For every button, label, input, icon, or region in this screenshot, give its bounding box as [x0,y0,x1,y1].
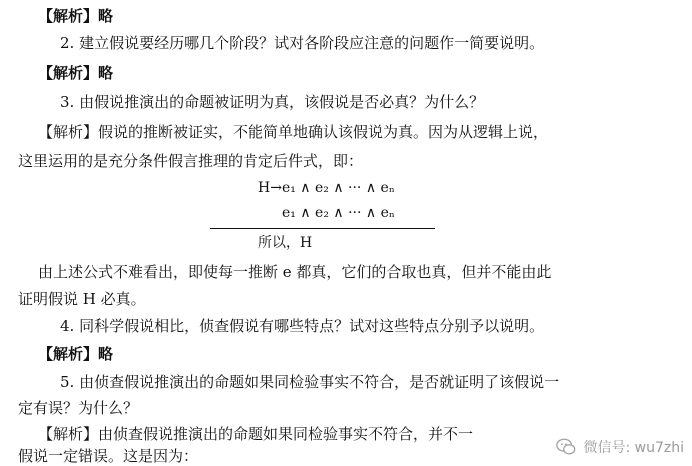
watermark [555,436,684,458]
watermark-text: 微信号: wu7zhi [583,440,684,456]
answer-label-1: 【解析】略 [38,7,114,25]
answer-3-line-2: 这里运用的是充分条件假言推理的肯定后件式，即： [18,152,364,170]
answer-5-line-2: 假说一定错误。这是因为： [18,447,199,465]
answer-label-2: 【解析】略 [38,64,114,82]
formula-premise-1: H→e₁ ∧ e₂ ∧ ··· ∧ eₙ [258,180,395,196]
formula-premise-2: e₁ ∧ e₂ ∧ ··· ∧ eₙ [282,205,395,221]
explanation-line-2: 证明假说 H 必真。 [18,290,146,308]
answer-label-4: 【解析】略 [38,345,114,363]
formula-rule [210,228,435,229]
question-5-line-1: 5. 由侦查假说推演出的命题如果同检验事实不符合，是否就证明了该假说一 [60,373,560,391]
question-4: 4. 同科学假说相比，侦查假说有哪些特点？试对这些特点分别予以说明。 [60,317,545,335]
question-3: 3. 由假说推演出的命题被证明为真，该假说是否必真？为什么？ [60,93,485,111]
question-5-line-2: 定有误？为什么？ [18,399,139,417]
explanation-line-1: 由上述公式不难看出，即使每一推断 e 都真，它们的合取也真，但并不能由此 [38,263,552,281]
answer-3-line-1: 【解析】假说的推断被证实，不能简单地确认该假说为真。因为从逻辑上说， [38,123,549,141]
formula-conclusion: 所以，H [258,235,313,251]
wechat-icon [555,436,577,458]
question-2: 2. 建立假说要经历哪几个阶段？试对各阶段应注意的问题作一简要说明。 [60,34,545,52]
answer-5-line-1: 【解析】由侦查假说推演出的命题如果同检验事实不符合，并不一 [38,425,474,443]
